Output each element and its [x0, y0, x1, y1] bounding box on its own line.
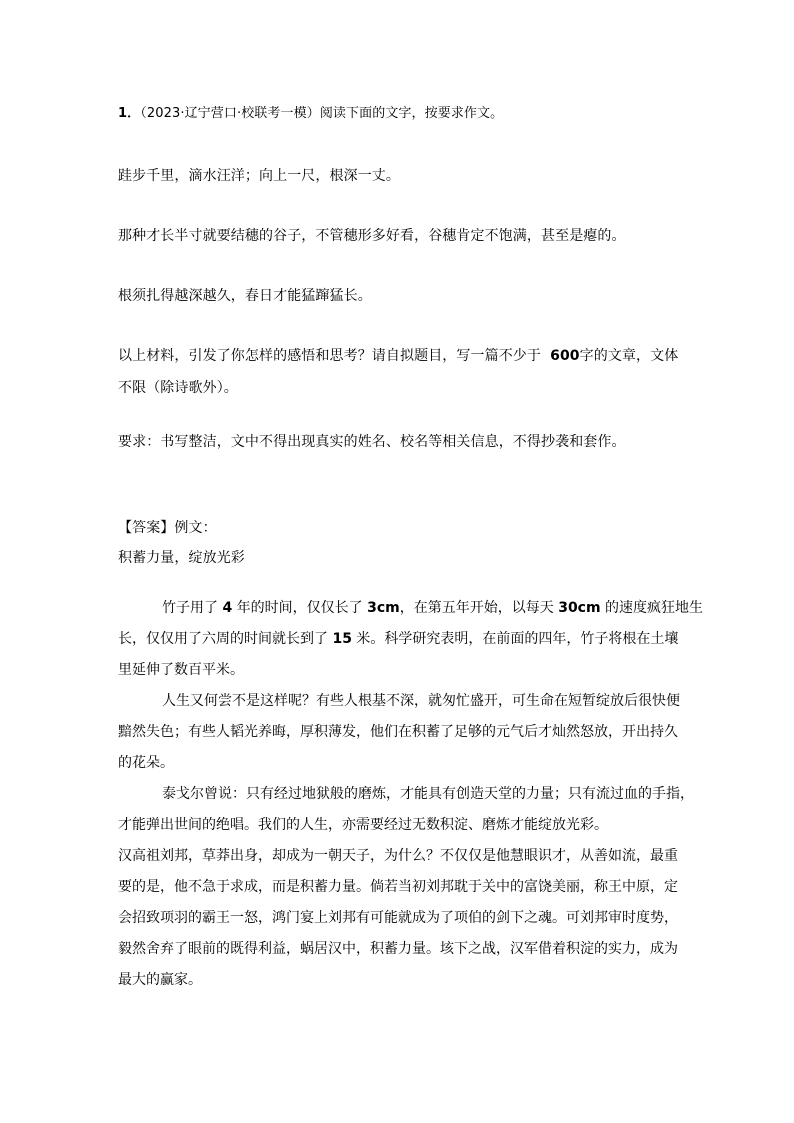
number-span: 4 — [222, 600, 233, 616]
answer-label-line — [118, 518, 678, 538]
instruction-line-1 — [118, 346, 678, 366]
essay-p1-line-3: 里延伸了数百平米。 — [118, 662, 244, 678]
question-number: 1． — [118, 106, 141, 121]
document-content — [118, 104, 704, 1001]
instruction-line-2: 不限（除诗歌外）。 — [118, 380, 238, 396]
question-header — [118, 104, 678, 124]
essay-p3-line-1: 泰戈尔曾说：只有经过地狱般的磨炼，才能具有创造天堂的力量；只有流过血的手指， — [162, 786, 694, 802]
essay-p2-line-1: 人生又何尝不是这样呢？有些人根基不深，就匆忙盛开，可生命在短暂绽放后很快便 — [162, 693, 680, 709]
essay-p4-line-2: 要的是，他不急于求成，而是积蓄力量。倘若当初刘邦耽于关中的富饶美丽，称王中原，定 — [118, 879, 678, 895]
text-span: 年的时间，仅仅长了 — [236, 600, 363, 616]
text-span: 长，仅仅用了六周的时间就长到了 — [118, 631, 328, 647]
essay-p1-line-2 — [118, 629, 678, 660]
essay-p2-line-2: 黯然失色；有些人韬光养晦，厚积薄发，他们在积蓄了足够的元气后才灿然怒放，开出持久 — [118, 724, 678, 740]
number-span: 30cm — [558, 600, 601, 616]
number-span: 3cm — [367, 600, 400, 616]
text-span: ，在第五年开始，以每天 — [399, 600, 554, 616]
essay-p1-line-1 — [118, 598, 704, 629]
requirement-line: 要求：书写整洁，文中不得出现真实的姓名、校名等相关信息，不得抄袭和套作。 — [118, 434, 626, 450]
material-line-2: 那种才长半寸就要结穗的谷子，不管穗形多好看，谷穗肯定不饱满，甚至是瘪的。 — [118, 228, 626, 244]
question-prompt: 阅读下面的文字，按要求作文。 — [319, 106, 504, 121]
essay-p4-line-1: 汉高祖刘邦，草莽出身，却成为一朝天子，为什么？不仅仅是他慧眼识才，从善如流，最重 — [118, 848, 678, 864]
material-line-3: 根须扎得越深越久，春日才能猛蹿猛长。 — [118, 288, 372, 304]
number-span: 15 — [332, 631, 352, 647]
essay-title: 积蓄力量，绽放光彩 — [118, 550, 245, 566]
material-line-1: 跬步千里，滴水汪洋；向上一尺，根深一丈。 — [118, 168, 400, 184]
answer-label: 【答案】 — [118, 520, 175, 536]
essay-p4-line-5: 最大的赢家。 — [118, 972, 202, 988]
essay-p4-line-3: 会招致项羽的霸王一怒，鸿门宴上刘邦有可能就成为了项伯的剑下之魂。可刘邦审时度势， — [118, 910, 678, 926]
instruction-text-b: 字的文章，文体 — [579, 348, 679, 364]
essay-p4-line-4: 毅然舍弃了眼前的既得利益，蜗居汉中，积蓄力量。垓下之战，汉军借着积淀的实力，成为 — [118, 941, 678, 957]
text-span: 竹子用了 — [162, 600, 218, 616]
instruction-text-a: 以上材料，引发了你怎样的感悟和思考？请自拟题目，写一篇不少于 — [118, 348, 541, 364]
essay-p2-line-3: 的花朵。 — [118, 755, 174, 771]
essay-body — [118, 598, 704, 1001]
essay-p3-line-2: 才能弹出世间的绝唱。我们的人生，亦需要经过无数积淀、磨炼才能绽放光彩。 — [118, 817, 608, 833]
text-span: 米。科学研究表明，在前面的四年，竹子将根在土壤 — [356, 631, 679, 647]
text-span: 的速度疯狂地生 — [605, 600, 704, 616]
question-source: （2023·辽宁营口·校联考一模） — [140, 106, 320, 121]
word-count: 600 — [550, 348, 580, 364]
answer-label-suffix: 例文： — [174, 520, 217, 536]
